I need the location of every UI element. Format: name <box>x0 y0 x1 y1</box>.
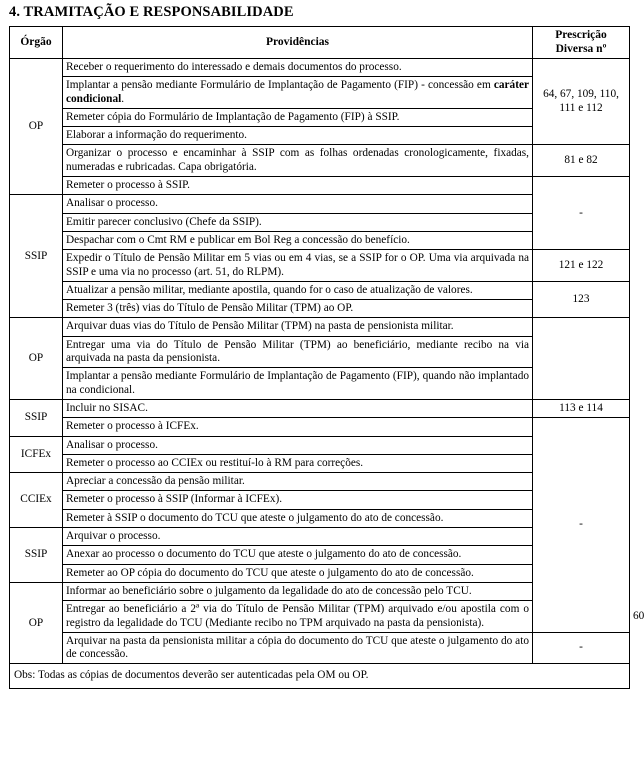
header-prescricao-line1: Prescrição <box>555 29 607 42</box>
table-row <box>10 59 630 77</box>
table-row <box>10 177 630 195</box>
providencia-cell: Remeter cópia do Formulário de Implantação de Pagamento (FIP) à SSIP. <box>63 108 533 126</box>
orgao-cell: ICFEx <box>10 436 63 473</box>
table-row <box>10 368 630 400</box>
providencia-cell: Remeter à SSIP o documento do TCU que ateste o julgamento do ato de concessão. <box>63 509 533 527</box>
providencia-cell: Remeter o processo à ICFEx. <box>63 418 533 436</box>
header-prescricao-line2: Diversa nº <box>555 42 607 55</box>
providencia-text-end: . <box>121 92 125 105</box>
providencia-cell: Informar ao beneficiário sobre o julgamento da legalidade do ato de concessão pelo TCU. <box>63 582 533 600</box>
table-row <box>10 336 630 368</box>
header-orgao: Órgão <box>10 27 63 59</box>
providencia-cell: Receber o requerimento do interessado e demais documentos do processo. <box>63 59 533 77</box>
table-header-row <box>10 27 630 59</box>
providencia-cell: Remeter 3 (três) vias do Título de Pensão Militar (TPM) ao OP. <box>63 300 533 318</box>
section-title: 4. TRAMITAÇÃO E RESPONSABILIDADE <box>9 4 294 20</box>
providencia-cell: Arquivar duas vias do Título de Pensão Militar (TPM) na pasta de pensionista militar. <box>63 318 533 336</box>
providencia-cell: Remeter o processo à SSIP. <box>63 177 533 195</box>
table-row <box>10 632 630 664</box>
orgao-cell: SSIP <box>10 399 63 436</box>
orgao-cell: CCIEx <box>10 473 63 528</box>
providencia-cell: Implantar a pensão mediante Formulário de Implantação de Pagamento (FIP), quando não implantado na condicional. <box>63 368 533 400</box>
prescricao-cell: 64, 67, 109, 110, 111 e 112 <box>533 59 630 145</box>
prescricao-cell: 123 <box>533 281 630 318</box>
providencia-cell: Incluir no SISAC. <box>63 399 533 417</box>
prescricao-cell: - <box>533 177 630 250</box>
providencia-text: Implantar a pensão mediante Formulário de Implantação de Pagamento (FIP) - concessão em <box>66 79 491 92</box>
table-row <box>10 250 630 282</box>
providencia-cell: Apreciar a concessão da pensão militar. <box>63 473 533 491</box>
providencia-cell: Despachar com o Cmt RM e publicar em Bol Reg a concessão do benefício. <box>63 231 533 249</box>
table-row <box>10 318 630 336</box>
providencia-cell: Entregar ao beneficiário a 2ª via do Título de Pensão Militar (TPM) arquivado e/ou apostila com o registro da legalidade do TCU (Mediante recibo no TPM arquivado na pasta da pensionista). <box>63 601 533 633</box>
orgao-cell: SSIP <box>10 195 63 318</box>
table-row <box>10 399 630 417</box>
prescricao-cell: 121 e 122 <box>533 250 630 282</box>
providencia-cell <box>63 77 533 109</box>
header-providencias: Providências <box>63 27 533 59</box>
providencia-cell: Entregar uma via do Título de Pensão Militar (TPM) ao beneficiário, mediante recibo na via arquivada na pasta da pensionista. <box>63 336 533 368</box>
providencia-cell: Emitir parecer conclusivo (Chefe da SSIP). <box>63 213 533 231</box>
orgao-cell: OP <box>10 59 63 195</box>
header-prescricao <box>533 27 630 59</box>
prescricao-cell: - <box>533 632 630 664</box>
prescricao-cell: - <box>533 418 630 633</box>
observation-text: Obs: Todas as cópias de documentos deverão ser autenticadas pela OM ou OP. <box>10 664 630 688</box>
table-row: Entregar ao beneficiário a 2ª via do Título de Pensão Militar (TPM) arquivado e/ou apostila com o registro da legalidade do TCU (Mediante recibo no TPM arquivado na pasta da pensionista). 60 <box>10 601 630 633</box>
providencia-cell: Remeter ao OP cópia do documento do TCU que ateste o julgamento do ato de concessão. <box>63 564 533 582</box>
providencia-cell: Analisar o processo. <box>63 195 533 213</box>
providencia-cell: Elaborar a informação do requerimento. <box>63 127 533 145</box>
table-row <box>10 418 630 436</box>
providencia-cell: Analisar o processo. <box>63 436 533 454</box>
providencia-cell: Arquivar o processo. <box>63 528 533 546</box>
orgao-cell: OP <box>10 582 63 663</box>
providencia-bold-text: caráter condicional <box>66 79 529 105</box>
tramitacao-table <box>9 26 644 689</box>
providencia-cell: Atualizar a pensão militar, mediante apostila, quando for o caso de atualização de valores. <box>63 281 533 299</box>
table-row <box>10 145 630 177</box>
prescricao-cell: 113 e 114 <box>533 399 630 417</box>
orgao-cell: SSIP <box>10 528 63 583</box>
providencia-cell: Expedir o Título de Pensão Militar em 5 vias ou em 4 vias, se a SSIP for o OP. Uma via arquivada na SSIP e uma via no processo (art. 51, do RLPM). <box>63 250 533 282</box>
prescricao-cell: 81 e 82 <box>533 145 630 177</box>
table-row <box>10 281 630 299</box>
orgao-cell: OP <box>10 318 63 399</box>
providencia-cell: Remeter o processo à SSIP (Informar à ICFEx). <box>63 491 533 509</box>
providencia-cell: Arquivar na pasta da pensionista militar a cópia do documento do TCU que ateste o julgamento do ato de concessão. <box>63 632 533 664</box>
providencia-cell: Organizar o processo e encaminhar à SSIP com as folhas ordenadas cronologicamente, fixadas, numeradas e rubricadas. Capa obrigatória. <box>63 145 533 177</box>
observation-row <box>10 664 630 688</box>
providencia-cell: Anexar ao processo o documento do TCU que ateste o julgamento do ato de concessão. <box>63 546 533 564</box>
providencia-cell: Remeter o processo ao CCIEx ou restituí-lo à RM para correções. <box>63 454 533 472</box>
